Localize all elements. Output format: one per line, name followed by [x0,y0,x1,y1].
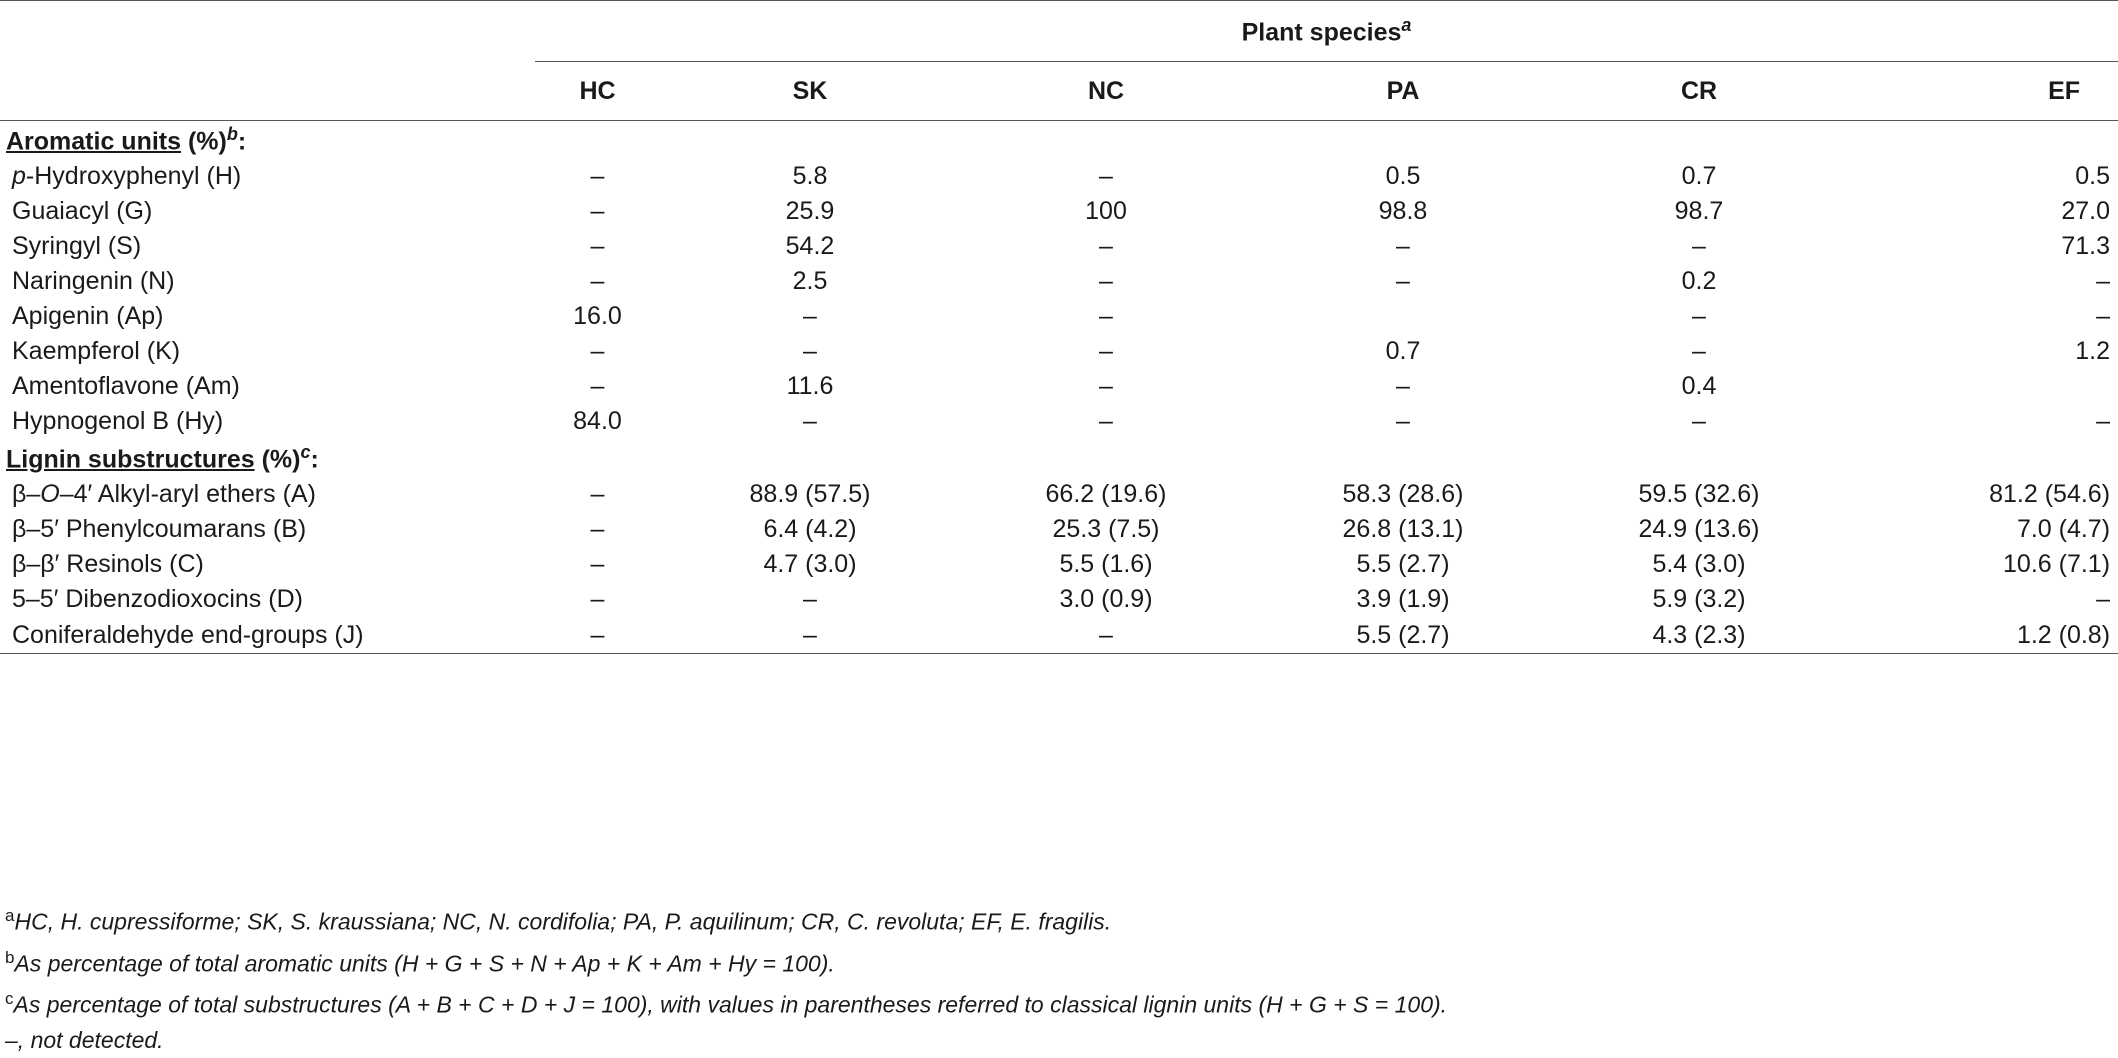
table-cell: – [1099,372,1113,400]
table-cell: 4.3 (2.3) [1554,617,1844,654]
section-colon: : [310,445,319,474]
row-label-text: Amentoflavone (Am) [12,372,240,400]
table-cell: – [590,550,605,578]
column-header-sk: SK [660,62,960,121]
row-label [0,264,535,299]
footnote [5,898,1447,940]
table-row [0,404,2118,439]
row-label [0,194,535,229]
footnote [5,1023,1447,1058]
table-cell: 0.5 [2075,162,2111,190]
table-cell: 98.7 [1674,197,1724,225]
row-label [0,547,535,582]
row-label [0,369,535,404]
column-header-blank [0,62,535,121]
table-cell: – [1099,267,1113,295]
row-label-prefix: p [12,162,26,190]
table-cell: 71.3 [2061,232,2111,260]
table-cell: 0.7 [1681,162,1717,190]
row-label [0,299,535,334]
table-cell: 5.5 (1.6) [1059,550,1153,578]
table-cell: – [1099,337,1113,365]
table-cell: 1.2 (0.8) [1844,617,2118,654]
table-cell: 100 [1085,197,1127,225]
table-cell: – [803,407,817,435]
table-cell: – [1099,302,1113,330]
table-cell: 59.5 (32.6) [1638,480,1760,508]
table-cell: 4.7 (3.0) [763,550,857,578]
section-title: Lignin substructures [6,445,255,474]
column-header-cr: CR [1554,62,1844,121]
row-label [0,334,535,369]
table-cell: 58.3 (28.6) [1342,480,1464,508]
table-cell: 88.9 (57.5) [749,480,871,508]
table-cell: – [803,337,817,365]
table-cell: – [1692,337,1706,365]
table-cell: – [590,372,605,400]
table-cell: – [1396,267,1410,295]
table-cell: 3.9 (1.9) [1356,585,1450,613]
footnote-mark: c [5,989,14,1009]
table-cell: – [803,585,817,613]
section-unit: (%) [181,127,227,156]
table-cell: 24.9 (13.6) [1638,515,1760,543]
row-label-text: Apigenin (Ap) [12,302,164,330]
row-label [0,617,535,654]
row-label-text: Kaempferol (K) [12,337,181,365]
table-cell: – [1099,407,1113,435]
row-label-text: Syringyl (S) [12,232,142,260]
table-row [0,477,2118,512]
section-footnote-mark: c [300,441,311,462]
table-cell: – [590,337,605,365]
table-cell: – [2096,302,2111,330]
section-header-row [0,121,2118,160]
table-cell: – [590,515,605,543]
table-cell: – [1692,302,1706,330]
table-cell: 5.9 (3.2) [1652,585,1746,613]
table-row [0,617,2118,654]
footnote [5,981,1447,1023]
table-cell: 0.2 [1681,267,1717,295]
table-cell: 27.0 [2061,197,2111,225]
table-cell: – [1396,232,1410,260]
table-cell: 5.8 [792,162,828,190]
row-label-text: 5–5′ Dibenzodioxocins (D) [12,585,303,613]
table-cell: – [590,197,605,225]
row-label-text: –4′ Alkyl-aryl ethers (A) [59,480,316,508]
table-cell: – [590,232,605,260]
table-cell: 3.0 (0.9) [1059,585,1153,613]
table-row [0,547,2118,582]
table-row [0,159,2118,194]
table-cell: 25.9 [785,197,835,225]
table-footnotes [5,898,1447,1058]
row-label [0,159,535,194]
section-header [0,121,2118,160]
table-cell: – [1099,162,1113,190]
table-cell: – [2096,407,2111,435]
table-body [0,121,2118,654]
column-header-hc: HC [535,62,660,121]
table-cell: 5.5 (2.7) [1252,617,1554,654]
plant-species-header [535,1,2118,62]
table-row [0,369,2118,404]
table-cell: 5.5 (2.7) [1356,550,1450,578]
table-cell: 6.4 (4.2) [763,515,857,543]
table-cell: – [590,585,605,613]
plant-species-title: Plant species [1241,18,1402,47]
table-cell: – [590,267,605,295]
row-label-text: Hypnogenol B (Hy) [12,407,224,435]
table-cell: – [1396,372,1410,400]
table-row [0,229,2118,264]
table-row [0,194,2118,229]
footnote-mark: a [5,906,15,925]
footnote-text: HC, H. cupressiforme; SK, S. kraussiana; NC, N. cordifolia; PA, P. aquilinum; CR, C. revoluta; EF, E. fragilis. [14,908,1112,935]
table-cell [1844,369,2118,404]
table-row [0,264,2118,299]
row-label [0,582,535,617]
column-header-ef: EF [1844,62,2118,121]
table-cell: 0.7 [1385,337,1421,365]
table-cell: 5.4 (3.0) [1652,550,1746,578]
footnote-mark: b [5,947,15,967]
table-cell: – [535,617,660,654]
table-cell: 0.4 [1681,372,1717,400]
table-row [0,299,2118,334]
table-cell: 11.6 [786,372,834,400]
table-cell: – [1692,232,1706,260]
section-title: Aromatic units [6,127,182,156]
row-label-text: β–β′ Resinols (C) [12,550,204,578]
section-footnote-mark: b [226,123,238,144]
table-cell: – [2096,267,2111,295]
header-blank-cell [0,1,535,62]
table-row [0,512,2118,547]
row-label-italic: O [40,480,60,508]
column-header-row [0,62,2118,121]
table-cell: 25.3 (7.5) [1052,515,1160,543]
section-colon: : [237,127,247,156]
table-cell: – [1692,407,1706,435]
group-header-row [0,1,2118,62]
table-cell: – [1099,232,1113,260]
table-cell: – [803,302,817,330]
column-header-pa: PA [1252,62,1554,121]
section-header-row [0,439,2118,477]
table-cell: 84.0 [573,407,622,435]
row-label-text: Coniferaldehyde end-groups (J) [12,620,364,649]
table-cell: 98.8 [1378,197,1428,225]
footnote-text: As percentage of total substructures (A + B + C + D + J = 100), with values in parentheses referred to classical lignin units (H + G + S = 100). [13,991,1448,1018]
table-cell: – [660,617,960,654]
table-cell: 7.0 (4.7) [2016,515,2111,543]
table-cell: 2.5 [792,267,828,295]
table-cell [1252,299,1554,334]
row-label-text: Naringenin (N) [12,267,175,295]
table-row [0,582,2118,617]
row-label-text: -Hydroxyphenyl (H) [25,162,242,190]
row-label [0,404,535,439]
table-cell: 0.5 [1385,162,1421,190]
section-header [0,439,2118,477]
table-cell: 16.0 [573,302,622,330]
footnote-text: –, not detected. [5,1026,164,1053]
row-label [0,512,535,547]
row-label-text: Guaiacyl (G) [12,197,153,225]
table-cell: – [960,617,1252,654]
table-row [0,334,2118,369]
row-label-prefix: β– [12,480,41,508]
table-cell: – [590,162,605,190]
section-unit: (%) [254,445,301,474]
footnote [5,940,1447,982]
table-cell: 26.8 (13.1) [1342,515,1464,543]
row-label [0,229,535,264]
table-cell: – [1396,407,1410,435]
table-cell: – [2096,585,2111,613]
row-label [0,477,535,512]
footnote-text: As percentage of total aromatic units (H + G + S + N + Ap + K + Am + Hy = 100). [14,950,835,977]
table-cell: 10.6 (7.1) [2003,550,2111,578]
row-label-text: β–5′ Phenylcoumarans (B) [12,515,307,543]
column-header-nc: NC [960,62,1252,121]
table-cell: 81.2 (54.6) [1989,480,2111,508]
plant-species-footnote-mark: a [1401,14,1412,35]
table-cell: 1.2 [2075,337,2111,365]
table-cell: 54.2 [785,232,835,260]
table-cell: – [590,480,605,508]
table-cell: 66.2 (19.6) [1045,480,1167,508]
